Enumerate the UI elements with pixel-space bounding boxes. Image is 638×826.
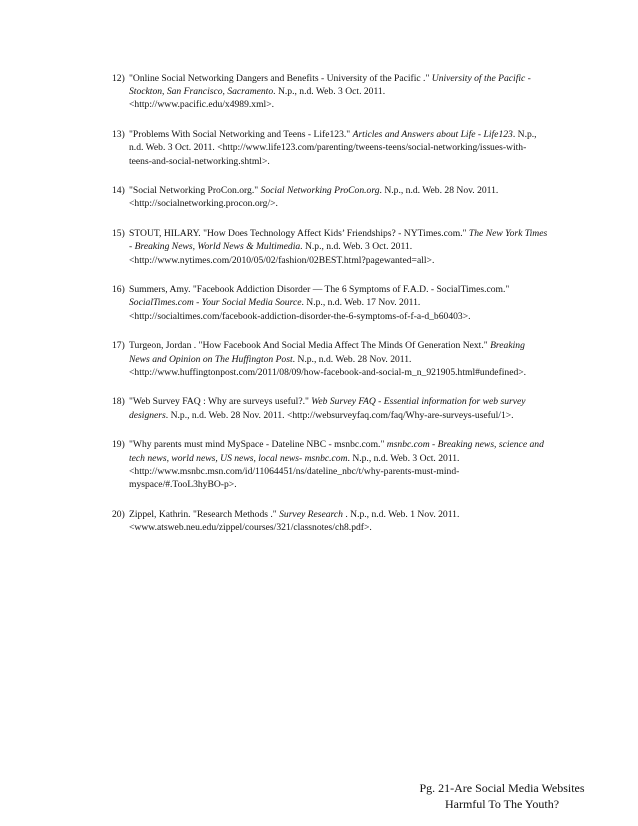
reference-source: Social Networking ProCon.org (260, 185, 380, 197)
reference-source: University of the Pacific - Stockton, San Francisco, Sacramento (129, 73, 531, 98)
reference-title: "Social Networking ProCon.org." (129, 185, 261, 197)
reference-item (112, 128, 548, 168)
footer-title: Harmful To The Youth? (444, 797, 560, 811)
reference-title: "Online Social Networking Dangers and Benefits - University of the Pacific ." (129, 73, 432, 84)
reference-text (129, 508, 548, 534)
reference-title: STOUT, HILARY. "How Does Technology Affect Kids’ Friendships? - NYTimes.com." (129, 228, 469, 240)
reference-item (112, 438, 548, 491)
reference-text (129, 395, 548, 421)
reference-number: 20) (112, 508, 125, 520)
reference-source: Survey Research (279, 508, 343, 520)
reference-title: "Web Survey FAQ : Why are surveys useful?." (129, 396, 312, 408)
reference-details: . N.p., n.d. Web. 28 Nov. 2011. (292, 353, 412, 365)
reference-number: 15) (112, 228, 125, 240)
reference-url: <http://www.huffingtonpost.com/2011/08/09/how-facebook-and-social-m_n_921905.html#undefined>. (129, 366, 527, 378)
reference-number: 12) (112, 73, 125, 84)
reference-text (129, 227, 548, 267)
reference-text (129, 438, 548, 491)
reference-details: . N.p., n.d. Web. 1 Nov. 2011. (342, 508, 460, 520)
reference-text (129, 283, 548, 323)
reference-text (129, 128, 548, 168)
reference-details: . N.p., n.d. Web. 3 Oct. 2011. (273, 86, 386, 98)
reference-details: . N.p., n.d. Web. 28 Nov. 2011. (379, 185, 499, 197)
reference-source: Breaking News and Opinion on The Huffington Post (129, 340, 525, 365)
reference-number: 18) (112, 396, 125, 408)
reference-details: . N.p., n.d. Web. 3 Oct. 2011. (300, 241, 413, 253)
reference-number: 16) (112, 284, 125, 296)
reference-title: "Problems With Social Networking and Teens - Life123." (129, 129, 353, 141)
reference-item (112, 283, 548, 323)
reference-details: . N.p., n.d. Web. 3 Oct. 2011. <http://www.msnbc.msn.com/id/11064451/ns/dateline_nbc/t/why-parents-must-mind-myspace/#.TooL3hyBO-p>. (129, 452, 460, 490)
reference-url: <http://www.pacific.edu/x4989.xml>. (129, 99, 275, 111)
reference-details: . N.p., n.d. Web. 17 Nov. 2011. (301, 297, 421, 309)
reference-source: Web Survey FAQ - Essential information for web survey designers (129, 396, 526, 421)
reference-source: SocialTimes.com - Your Social Media Source (129, 297, 302, 309)
reference-item (112, 184, 548, 210)
reference-url: <http://socialtimes.com/facebook-addiction-disorder-the-6-symptoms-of-f-a-d_b60403>. (129, 310, 471, 322)
reference-text (129, 184, 548, 210)
reference-details: . N.p., n.d. Web. 28 Nov. 2011. <http://websurveyfaq.com/faq/Why-are-surveys-useful/1>. (165, 409, 514, 421)
footer-page-number: Pg. 21-Are Social Media Websites (419, 781, 585, 795)
reference-title: Turgeon, Jordan . "How Facebook And Social Media Affect The Minds Of Generation Next." (129, 340, 491, 352)
reference-number: 19) (112, 439, 125, 451)
page-footer (392, 780, 612, 812)
reference-title: Summers, Amy. "Facebook Addiction Disorder — The 6 Symptoms of F.A.D. - SocialTimes.com." (129, 284, 510, 296)
reference-list (112, 72, 548, 551)
reference-url: <www.atsweb.neu.edu/zippel/courses/321/classnotes/ch8.pdf>. (129, 521, 372, 533)
reference-item (112, 72, 548, 112)
reference-number: 17) (112, 340, 125, 352)
reference-number: 14) (112, 185, 125, 197)
reference-details: . N.p., n.d. Web. 3 Oct. 2011. <http://www.life123.com/parenting/tweens-teens/social-networking/issues-with-teens-and-social-networking.shtml>. (129, 129, 537, 167)
reference-title: "Why parents must mind MySpace - Dateline NBC - msnbc.com." (129, 439, 387, 451)
reference-number: 13) (112, 129, 125, 141)
reference-url: <http://www.nytimes.com/2010/05/02/fashion/02BEST.html?pagewanted=all>. (129, 254, 435, 266)
reference-item (112, 395, 548, 421)
reference-source: Articles and Answers about Life - Life123 (352, 129, 513, 141)
reference-item (112, 508, 548, 534)
reference-title: Zippel, Kathrin. "Research Methods ." (129, 508, 280, 520)
reference-item (112, 227, 548, 267)
reference-text (129, 72, 548, 112)
reference-url: <http://socialnetworking.procon.org/>. (129, 198, 278, 210)
reference-text (129, 339, 548, 379)
reference-source: The New York Times - Breaking News, World News & Multimedia (129, 228, 548, 253)
reference-item (112, 339, 548, 379)
reference-source: msnbc.com - Breaking news, science and tech news, world news, US news, local news- msnbc.com (129, 439, 544, 464)
